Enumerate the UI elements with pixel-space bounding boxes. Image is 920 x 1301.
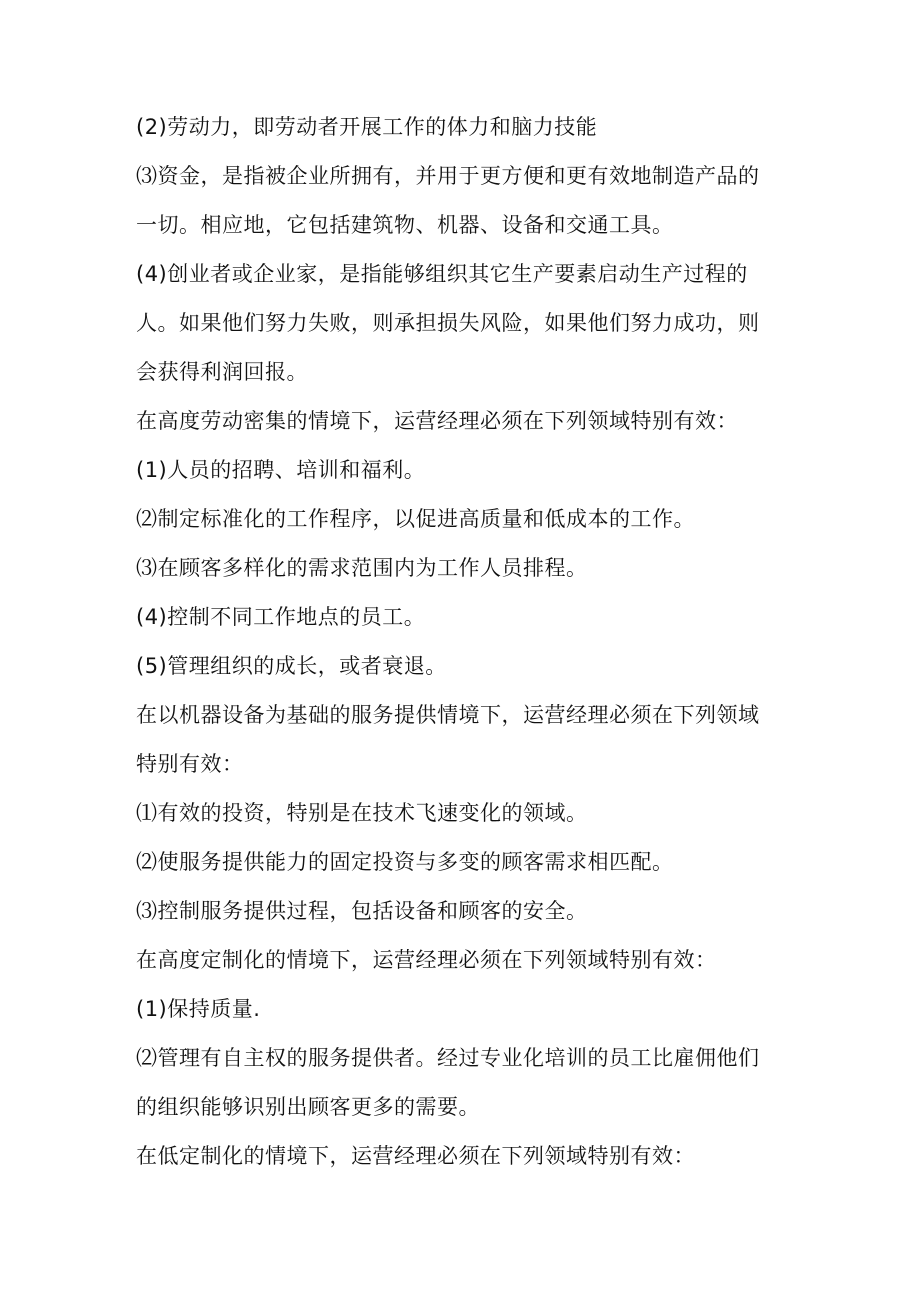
text-line: ⑵使服务提供能力的固定投资与多变的顾客需求相匹配。 [136, 850, 674, 874]
text-line: 在高度定制化的情境下，运营经理必须在下列领域特别有效： [136, 948, 717, 972]
text-line: ⑵制定标准化的工作程序，以促进高质量和低成本的工作。 [136, 507, 695, 531]
text-line: 的组织能够识别出顾客更多的需要。 [136, 1095, 480, 1119]
text-line: 在低定制化的情境下，运营经理必须在下列领域特别有效： [136, 1144, 695, 1168]
text-line: ⑵管理有自主权的服务提供者。经过专业化培训的员工比雇佣他们 [136, 1046, 760, 1070]
text-line: (4)控制不同工作地点的员工。 [136, 605, 426, 629]
text-line: ⑶在顾客多样化的需求范围内为工作人员排程。 [136, 556, 588, 580]
text-line: (1)保持质量. [136, 997, 261, 1021]
text-line: 会获得利润回报。 [136, 360, 308, 384]
text-line: ⑴有效的投资，特别是在技术飞速变化的领域。 [136, 801, 588, 825]
text-line: (4)创业者或企业家，是指能够组织其它生产要素启动生产过程的 [136, 262, 748, 286]
text-line: ⑶控制服务提供过程，包括设备和顾客的安全。 [136, 899, 588, 923]
text-line: 在高度劳动密集的情境下，运营经理必须在下列领域特别有效： [136, 409, 738, 433]
text-line: 人。如果他们努力失败，则承担损失风险，如果他们努力成功，则 [136, 311, 760, 335]
text-line: ⑶资金，是指被企业所拥有，并用于更方便和更有效地制造产品的 [136, 164, 760, 188]
document-body [136, 113, 786, 1191]
text-line: 一切。相应地，它包括建筑物、机器、设备和交通工具。 [136, 213, 674, 237]
text-line: (5)管理组织的成长，或者衰退。 [136, 654, 447, 678]
text-line: (2)劳动力，即劳动者开展工作的体力和脑力技能 [136, 115, 598, 139]
text-line: (1)人员的招聘、培训和福利。 [136, 458, 426, 482]
text-line: 特别有效： [136, 752, 244, 776]
text-line: 在以机器设备为基础的服务提供情境下，运营经理必须在下列领域 [136, 703, 760, 727]
